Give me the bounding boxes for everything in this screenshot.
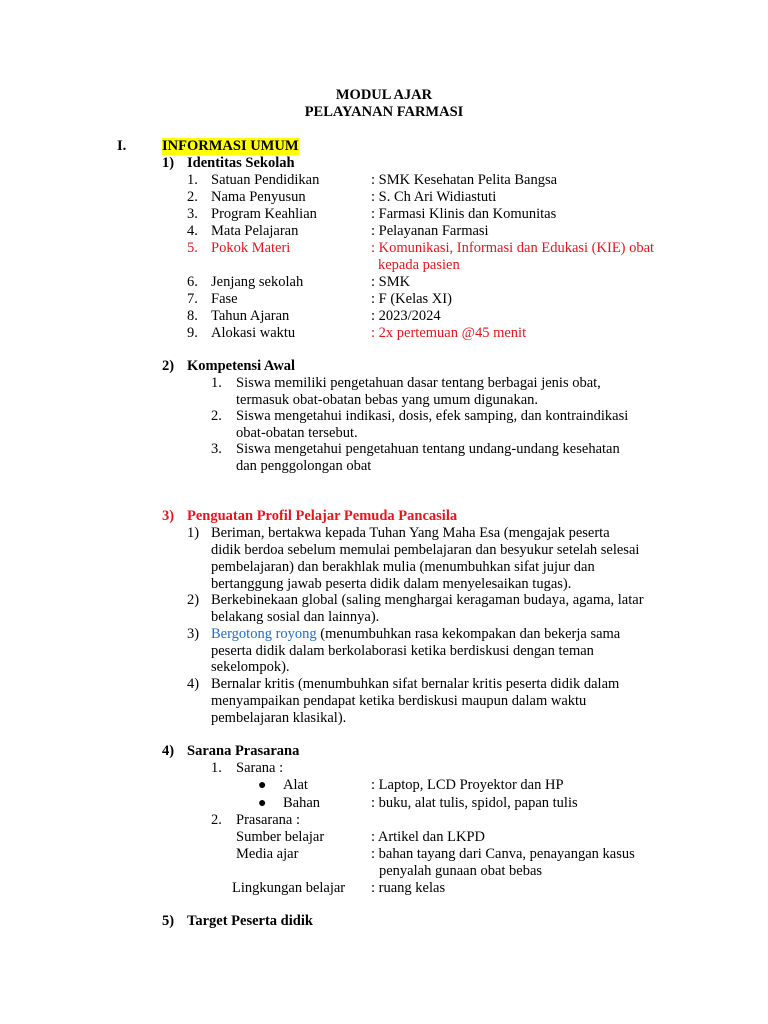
document-title: MODUL AJAR [335, 87, 433, 103]
list-item-text: Berkebinekaan global (saling menghargai keragaman budaya, agama, latar [211, 592, 644, 608]
list-number: 1. [211, 375, 222, 391]
list-number: 8. [187, 308, 198, 324]
list-item-text: Bernalar kritis (menumbuhkan sifat bernalar kritis peserta didik dalam [211, 676, 620, 692]
list-number: 5. [187, 240, 198, 256]
list-item-text: Siswa mengetahui indikasi, dosis, efek samping, dan kontraindikasi [236, 408, 629, 424]
field-label: Pokok Materi [211, 240, 291, 256]
field-label: Satuan Pendidikan [211, 172, 320, 188]
field-label: Fase [211, 291, 238, 307]
field-value: : 2x pertemuan @45 menit [371, 325, 527, 341]
list-item-text: termasuk obat-obatan bebas yang umum digunakan. [236, 392, 539, 408]
list-item-text: Siswa memiliki pengetahuan dasar tentang berbagai jenis obat, [236, 375, 601, 391]
subsection-heading-identitas: Identitas Sekolah [187, 155, 295, 171]
subsection-heading-sarana: Sarana Prasarana [187, 743, 300, 759]
list-item-text: didik berdoa sebelum memulai pembelajaran dan besyukur setelah selesai [211, 542, 640, 558]
field-value: : Pelayanan Farmasi [371, 223, 489, 239]
field-value-continued: kepada pasien [378, 257, 460, 273]
list-number: 2. [187, 189, 198, 205]
subsection-number: 4) [162, 743, 175, 759]
list-item-text: (menumbuhkan rasa kekompakan dan bekerja sama [316, 626, 621, 642]
field-label: Bahan [283, 795, 321, 811]
field-value: : Artikel dan LKPD [371, 829, 485, 845]
field-label: Program Keahlian [211, 206, 317, 222]
list-number: 1. [211, 760, 222, 776]
field-value: : bahan tayang dari Canva, penayangan kasus [371, 846, 635, 862]
subsection-heading-kompetensi: Kompetensi Awal [187, 358, 296, 374]
section-number: I. [117, 138, 127, 154]
list-number: 1) [187, 525, 200, 541]
list-item-text: dan penggolongan obat [236, 458, 372, 474]
subsection-heading-target: Target Peserta didik [187, 913, 313, 929]
list-number: 3. [211, 441, 222, 457]
field-label: Jenjang sekolah [211, 274, 304, 290]
field-label: Prasarana : [236, 812, 301, 828]
list-number: 3. [187, 206, 198, 222]
list-number: 2. [211, 812, 222, 828]
field-label: Sarana : [236, 760, 284, 776]
list-item-text: pembelajaran klasikal). [211, 710, 347, 726]
list-number: 1. [187, 172, 198, 188]
list-number: 4. [187, 223, 198, 239]
field-value-continued: penyalah gunaan obat bebas [379, 863, 543, 879]
field-value: : buku, alat tulis, spidol, papan tulis [371, 795, 578, 811]
subsection-number: 2) [162, 358, 175, 374]
list-item-text: Siswa mengetahui pengetahuan tentang undang-undang kesehatan [236, 441, 620, 457]
field-value: : SMK [371, 274, 411, 290]
field-value: : Laptop, LCD Proyektor dan HP [371, 777, 564, 793]
field-value: : Farmasi Klinis dan Komunitas [371, 206, 557, 222]
list-number: 2) [187, 592, 200, 608]
list-item-text: peserta didik dalam berkolaborasi ketika berdiskusi dengan teman [211, 643, 594, 659]
field-value: : F (Kelas XI) [371, 291, 452, 307]
field-label: Media ajar [236, 846, 299, 862]
list-item-text: sekelompok). [211, 659, 290, 675]
list-item-text: menyampaikan pendapat ketika berdiskusi maupun dalam waktu [211, 693, 587, 709]
bullet-icon: ● [258, 796, 267, 811]
list-number: 2. [211, 408, 222, 424]
field-label: Nama Penyusun [211, 189, 306, 205]
list-number: 7. [187, 291, 198, 307]
section-heading: INFORMASI UMUM [162, 138, 299, 154]
list-item-text: obat-obatan tersebut. [236, 425, 358, 441]
field-value: : S. Ch Ari Widiastuti [371, 189, 497, 205]
list-number: 6. [187, 274, 198, 290]
highlighted-term: Bergotong royong [211, 626, 317, 642]
subsection-number: 5) [162, 913, 175, 929]
field-label: Sumber belajar [236, 829, 325, 845]
list-item-text: pembelajaran) dan berakhlak mulia (menumbuhkan sifat jujur dan [211, 559, 595, 575]
field-label: Tahun Ajaran [211, 308, 290, 324]
field-value: : ruang kelas [371, 880, 446, 896]
list-item-text-row [211, 626, 620, 643]
field-label: Mata Pelajaran [211, 223, 299, 239]
list-number: 3) [187, 626, 200, 642]
subsection-number: 1) [162, 155, 175, 171]
list-item-text: bertanggung jawab peserta didik dalam menyelesaikan tugas). [211, 576, 572, 592]
field-label: Alokasi waktu [211, 325, 296, 341]
list-number: 4) [187, 676, 200, 692]
field-label: Alat [283, 777, 308, 793]
field-label: Lingkungan belajar [232, 880, 346, 896]
document-subtitle: PELAYANAN FARMASI [304, 104, 464, 120]
list-item-text: Beriman, bertakwa kepada Tuhan Yang Maha Esa (mengajak peserta [211, 525, 610, 541]
subsection-heading-profil: Penguatan Profil Pelajar Pemuda Pancasila [187, 508, 458, 524]
list-number: 9. [187, 325, 198, 341]
field-value: : SMK Kesehatan Pelita Bangsa [371, 172, 558, 188]
subsection-number: 3) [162, 508, 175, 524]
list-item-text: belakang sosial dan lainnya). [211, 609, 380, 625]
field-value: : Komunikasi, Informasi dan Edukasi (KIE) obat [371, 240, 655, 256]
field-value: : 2023/2024 [371, 308, 441, 324]
bullet-icon: ● [258, 778, 267, 793]
